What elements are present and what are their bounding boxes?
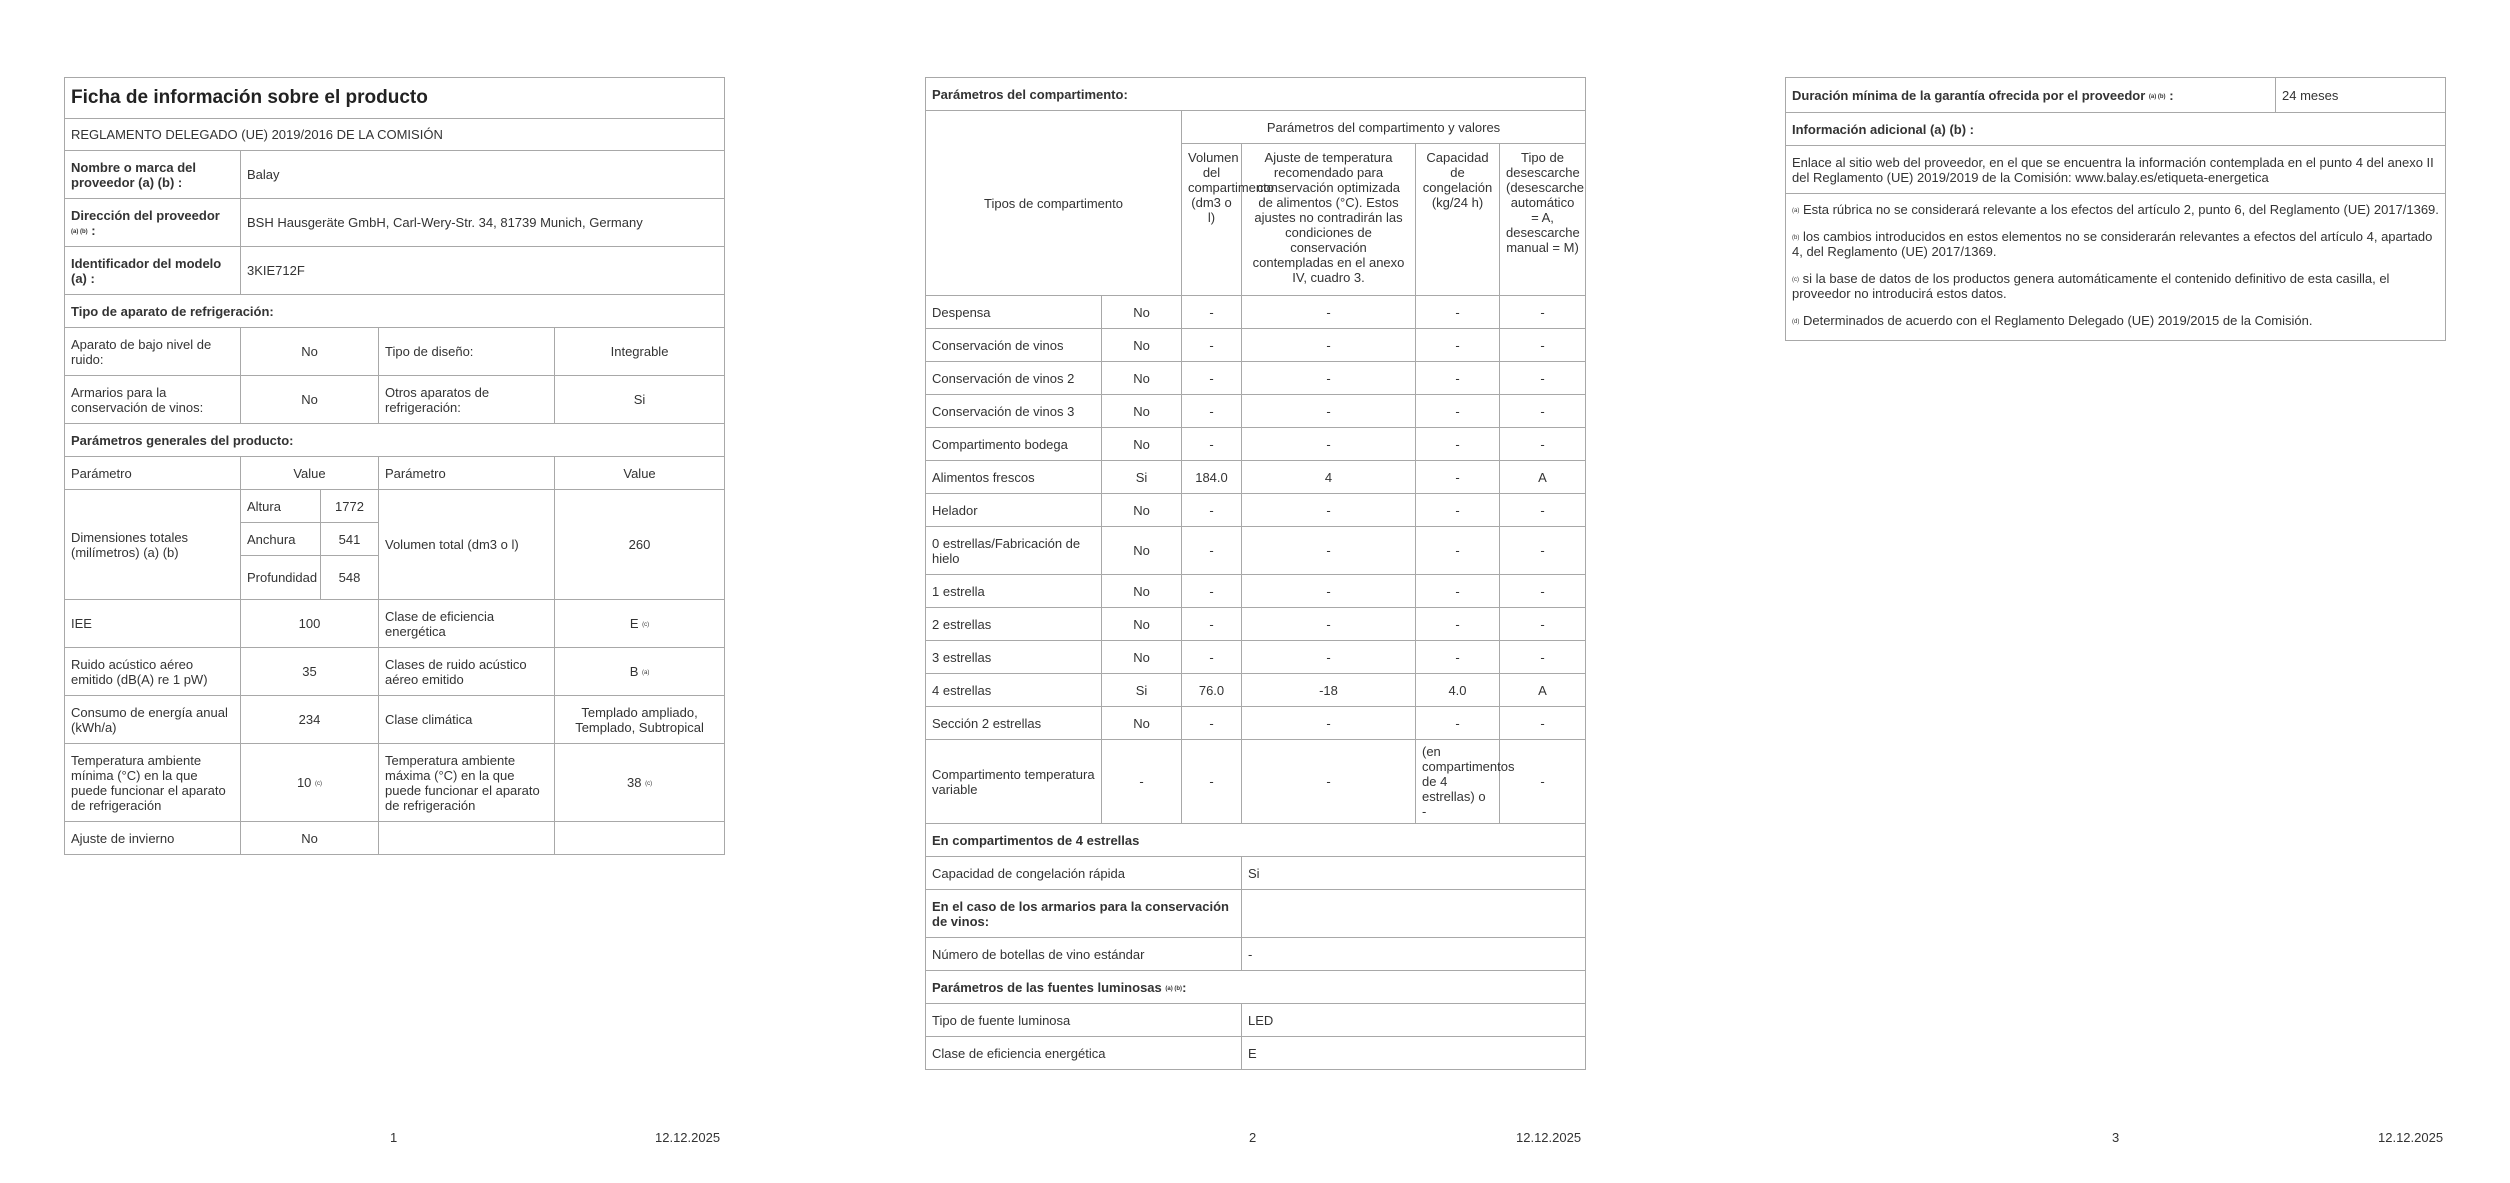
compartment-freeze: - — [1416, 362, 1500, 395]
compartment-row — [926, 395, 1586, 428]
compartment-name: 3 estrellas — [926, 641, 1102, 674]
compartment-defrost: A — [1500, 674, 1586, 707]
compartment-volume: - — [1182, 395, 1242, 428]
compartment-row — [926, 461, 1586, 494]
noise-value: 35 — [241, 648, 379, 696]
compartment-defrost: - — [1500, 527, 1586, 575]
compartment-freeze: - — [1416, 461, 1500, 494]
variable-compartment-volume: - — [1182, 740, 1242, 824]
compartment-volume: - — [1182, 641, 1242, 674]
low-noise-label: Aparato de bajo nivel de ruido: — [65, 328, 241, 376]
fast-freeze-label: Capacidad de congelación rápida — [926, 857, 1242, 890]
depth-value: 548 — [321, 556, 379, 600]
low-noise-value: No — [241, 328, 379, 376]
compartment-temp: - — [1242, 329, 1416, 362]
regulation-text: REGLAMENTO DELEGADO (UE) 2019/2016 DE LA COMISIÓN — [65, 119, 725, 151]
additional-info-header: Información adicional (a) (b) : — [1786, 113, 2446, 146]
wine-bottles-value: - — [1242, 938, 1586, 971]
compartment-temp: - — [1242, 707, 1416, 740]
brand-label: Nombre o marca del proveedor (a) (b) : — [65, 151, 241, 199]
compartment-name: Sección 2 estrellas — [926, 707, 1102, 740]
compartment-freeze: - — [1416, 575, 1500, 608]
compartment-temp: - — [1242, 575, 1416, 608]
winter-setting-label: Ajuste de invierno — [65, 822, 241, 855]
footnotes — [1786, 194, 2446, 341]
footnote-mark: (c) — [1792, 277, 1799, 283]
compartment-temp: - — [1242, 494, 1416, 527]
wine-cabinet-value: No — [241, 376, 379, 424]
compartment-defrost: - — [1500, 575, 1586, 608]
variable-compartment-temp: - — [1242, 740, 1416, 824]
width-label: Anchura — [241, 523, 321, 556]
supplier-link-text: Enlace al sitio web del proveedor, en el que se encuentra la información contemplada en el punto 4 del anexo II del Reglamento (UE) 2019/2019 de la Comisión: www.balay.es/etiqueta-energetica — [1786, 146, 2446, 194]
compartment-freeze: 4.0 — [1416, 674, 1500, 707]
compartment-temp: - — [1242, 296, 1416, 329]
compartment-name: 1 estrella — [926, 575, 1102, 608]
compartment-present: Si — [1102, 461, 1182, 494]
compartment-defrost: - — [1500, 494, 1586, 527]
compartment-row — [926, 527, 1586, 575]
col-param-header: Parámetro — [65, 457, 241, 490]
compartment-row — [926, 674, 1586, 707]
compartment-temp: - — [1242, 641, 1416, 674]
footnote-text: Esta rúbrica no se considerará relevante a los efectos del artículo 2, punto 6, del Reglamento (UE) 2017/1369. — [1802, 202, 2439, 217]
volume-label: Volumen total (dm3 o l) — [379, 490, 555, 600]
page-2 — [836, 0, 1672, 1183]
max-temp-label: Temperatura ambiente máxima (°C) en la que puede funcionar el aparato de refrigeración — [379, 744, 555, 822]
light-source-header: Parámetros de las fuentes luminosas $^{(a) (b)}$: — [926, 971, 1586, 1004]
compartment-temp: - — [1242, 527, 1416, 575]
page-date: 12.12.2025 — [655, 1130, 721, 1145]
efficiency-class-label: Clase de eficiencia energética — [379, 600, 555, 648]
compartment-freeze: - — [1416, 494, 1500, 527]
general-params-header: Parámetros generales del producto: — [65, 424, 725, 457]
consumption-value: 234 — [241, 696, 379, 744]
variable-compartment-name: Compartimento temperatura variable — [926, 740, 1102, 824]
footnote — [1792, 313, 2439, 328]
light-class-value: E — [1242, 1037, 1586, 1070]
compartment-row — [926, 575, 1586, 608]
fast-freeze-value: Si — [1242, 857, 1586, 890]
compartment-freeze: - — [1416, 707, 1500, 740]
design-type-label: Tipo de diseño: — [379, 328, 555, 376]
page-3 — [1672, 0, 2508, 1183]
compartment-name: 4 estrellas — [926, 674, 1102, 707]
compartment-freeze: - — [1416, 329, 1500, 362]
compartment-volume: - — [1182, 608, 1242, 641]
compartment-params-header: Parámetros del compartimento y valores — [1182, 111, 1586, 144]
footnote-mark: (d) — [1792, 319, 1800, 325]
wine-bottles-label: Número de botellas de vino estándar — [926, 938, 1242, 971]
compartment-temp: - — [1242, 428, 1416, 461]
compartment-temp: - — [1242, 395, 1416, 428]
compartment-volume: - — [1182, 707, 1242, 740]
compartment-temp: 4 — [1242, 461, 1416, 494]
col-volume-header: Volumen del compartimento (dm3 o l) — [1182, 144, 1242, 296]
compartment-volume: - — [1182, 575, 1242, 608]
page-title: Ficha de información sobre el producto — [65, 78, 725, 119]
iee-label: IEE — [65, 600, 241, 648]
compartment-present: No — [1102, 428, 1182, 461]
compartment-defrost: A — [1500, 461, 1586, 494]
compartment-defrost: - — [1500, 395, 1586, 428]
compartment-temp: -18 — [1242, 674, 1416, 707]
footnote — [1792, 202, 2439, 217]
col-param-header-2: Parámetro — [379, 457, 555, 490]
warranty-value: 24 meses — [2276, 78, 2446, 113]
compartment-defrost: - — [1500, 329, 1586, 362]
footnote-text: Determinados de acuerdo con el Reglamento Delegado (UE) 2019/2015 de la Comisión. — [1802, 313, 2313, 328]
compartment-defrost: - — [1500, 362, 1586, 395]
compartment-name: 0 estrellas/Fabricación de hielo — [926, 527, 1102, 575]
min-temp-value: 10 $^{(c)}$ — [241, 744, 379, 822]
page-1 — [0, 0, 836, 1183]
compartment-present: No — [1102, 329, 1182, 362]
compartment-row — [926, 428, 1586, 461]
wine-cabinet-label: Armarios para la conservación de vinos: — [65, 376, 241, 424]
compartment-row — [926, 329, 1586, 362]
variable-compartment-present: - — [1102, 740, 1182, 824]
compartment-defrost: - — [1500, 608, 1586, 641]
depth-label: Profundidad — [241, 556, 321, 600]
compartment-present: No — [1102, 395, 1182, 428]
compartment-name: Conservación de vinos 2 — [926, 362, 1102, 395]
other-appliance-label: Otros aparatos de refrigeración: — [379, 376, 555, 424]
compartment-volume: - — [1182, 527, 1242, 575]
compartment-row — [926, 707, 1586, 740]
compartment-row — [926, 494, 1586, 527]
compartment-present: No — [1102, 527, 1182, 575]
variable-compartment-defrost: - — [1500, 740, 1586, 824]
compartment-freeze: - — [1416, 428, 1500, 461]
compartment-temp: - — [1242, 362, 1416, 395]
page-number: 2 — [1249, 1130, 1257, 1145]
compartment-volume: - — [1182, 329, 1242, 362]
other-appliance-value: Si — [555, 376, 725, 424]
design-type-value: Integrable — [555, 328, 725, 376]
dimensions-label: Dimensiones totales (milímetros) (a) (b) — [65, 490, 241, 600]
compartment-present: No — [1102, 575, 1182, 608]
footnote-mark: (a) — [1792, 208, 1800, 214]
compartment-name: Alimentos frescos — [926, 461, 1102, 494]
page-number: 1 — [390, 1130, 398, 1145]
iee-value: 100 — [241, 600, 379, 648]
page-date: 12.12.2025 — [2378, 1130, 2444, 1145]
compartment-present: No — [1102, 608, 1182, 641]
efficiency-class-value: E $^{(c)}$ — [555, 600, 725, 648]
compartment-present: No — [1102, 362, 1182, 395]
compartment-volume: - — [1182, 296, 1242, 329]
volume-value: 260 — [555, 490, 725, 600]
compartment-row — [926, 296, 1586, 329]
footnote — [1792, 229, 2439, 259]
compartment-freeze: - — [1416, 296, 1500, 329]
col-freeze-header: Capacidad de congelación (kg/24 h) — [1416, 144, 1500, 296]
compartment-defrost: - — [1500, 428, 1586, 461]
compartment-name: Conservación de vinos 3 — [926, 395, 1102, 428]
compartment-defrost: - — [1500, 296, 1586, 329]
compartment-volume: - — [1182, 494, 1242, 527]
noise-label: Ruido acústico aéreo emitido (dB(A) re 1 pW) — [65, 648, 241, 696]
compartment-header: Parámetros del compartimento: — [926, 78, 1586, 111]
compartment-volume: - — [1182, 428, 1242, 461]
height-value: 1772 — [321, 490, 379, 523]
compartment-defrost: - — [1500, 641, 1586, 674]
compartment-row — [926, 608, 1586, 641]
compartment-defrost: - — [1500, 707, 1586, 740]
compartment-present: No — [1102, 707, 1182, 740]
compartment-present: No — [1102, 296, 1182, 329]
light-class-label: Clase de eficiencia energética — [926, 1037, 1242, 1070]
model-label: Identificador del modelo (a) : — [65, 247, 241, 295]
product-info-table — [64, 77, 725, 855]
col-defrost-header: Tipo de desescarche (desescarche automático = A, desescarche manual = M) — [1500, 144, 1586, 296]
footnote — [1792, 271, 2439, 301]
model-value: 3KIE712F — [241, 247, 725, 295]
compartment-rows — [926, 296, 1586, 740]
compartment-volume: 76.0 — [1182, 674, 1242, 707]
compartment-table — [925, 77, 1586, 1070]
consumption-label: Consumo de energía anual (kWh/a) — [65, 696, 241, 744]
light-type-value: LED — [1242, 1004, 1586, 1037]
appliance-type-header: Tipo de aparato de refrigeración: — [65, 295, 725, 328]
climate-class-label: Clase climática — [379, 696, 555, 744]
compartment-types-header: Tipos de compartimento — [926, 111, 1182, 296]
compartment-freeze: - — [1416, 527, 1500, 575]
height-label: Altura — [241, 490, 321, 523]
address-label: Dirección del proveedor $^{(a) (b)}$ : — [65, 199, 241, 247]
compartment-row — [926, 641, 1586, 674]
max-temp-value: 38 $^{(c)}$ — [555, 744, 725, 822]
compartment-present: Si — [1102, 674, 1182, 707]
compartment-name: Despensa — [926, 296, 1102, 329]
wine-cabinets-header: En el caso de los armarios para la conservación de vinos: — [926, 890, 1242, 938]
winter-setting-value: No — [241, 822, 379, 855]
compartment-freeze: - — [1416, 641, 1500, 674]
min-temp-label: Temperatura ambiente mínima (°C) en la que puede funcionar el aparato de refrigeración — [65, 744, 241, 822]
compartment-name: Helador — [926, 494, 1102, 527]
compartment-temp: - — [1242, 608, 1416, 641]
width-value: 541 — [321, 523, 379, 556]
compartment-present: No — [1102, 641, 1182, 674]
compartment-name: 2 estrellas — [926, 608, 1102, 641]
compartment-row — [926, 362, 1586, 395]
col-value-header: Value — [241, 457, 379, 490]
brand-value: Balay — [241, 151, 725, 199]
compartment-volume: - — [1182, 362, 1242, 395]
compartment-name: Conservación de vinos — [926, 329, 1102, 362]
compartment-freeze: - — [1416, 608, 1500, 641]
col-value-header-2: Value — [555, 457, 725, 490]
address-value: BSH Hausgeräte GmbH, Carl-Wery-Str. 34, 81739 Munich, Germany — [241, 199, 725, 247]
climate-class-value: Templado ampliado, Templado, Subtropical — [555, 696, 725, 744]
footnote-mark: (b) — [1792, 235, 1800, 241]
page-number: 3 — [2112, 1130, 2120, 1145]
compartment-volume: 184.0 — [1182, 461, 1242, 494]
noise-class-value: B $^{(a)}$ — [555, 648, 725, 696]
additional-info-table — [1785, 77, 2446, 341]
col-temp-header: Ajuste de temperatura recomendado para conservación optimizada de alimentos (°C). Estos ajustes no contradirán las condiciones de conservación contempladas en el anexo IV, cuadro 3. — [1242, 144, 1416, 296]
noise-class-label: Clases de ruido acústico aéreo emitido — [379, 648, 555, 696]
compartment-name: Compartimento bodega — [926, 428, 1102, 461]
variable-compartment-freeze: (en compartimentos de 4 estrellas) o - — [1416, 740, 1500, 824]
footnote-text: si la base de datos de los productos genera automáticamente el contenido definitivo de esta casilla, el proveedor no introducirá estos datos. — [1792, 271, 2390, 301]
warranty-label: Duración mínima de la garantía ofrecida por el proveedor $^{(a) (b)}$ : — [1786, 78, 2276, 113]
compartment-present: No — [1102, 494, 1182, 527]
light-type-label: Tipo de fuente luminosa — [926, 1004, 1242, 1037]
footnote-text: los cambios introducidos en estos elementos no se considerarán relevantes a efectos del artículo 4, apartado 4, del Reglamento (UE) 2017/1369. — [1792, 229, 2433, 259]
four-star-header: En compartimentos de 4 estrellas — [926, 824, 1586, 857]
compartment-freeze: - — [1416, 395, 1500, 428]
page-date: 12.12.2025 — [1516, 1130, 1582, 1145]
